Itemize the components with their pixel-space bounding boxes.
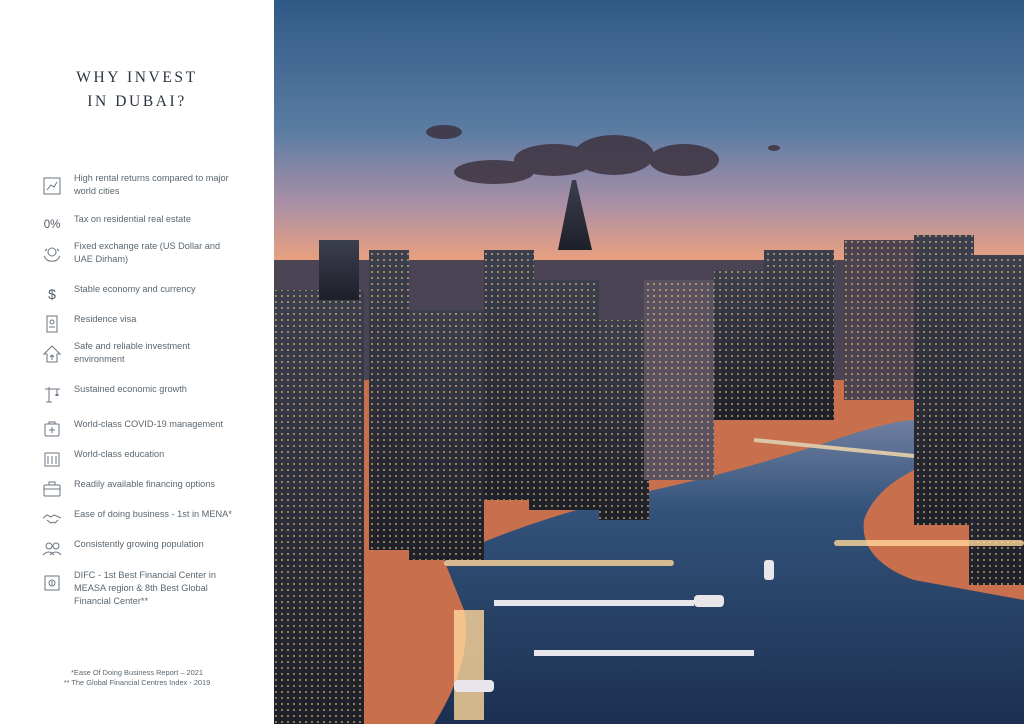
feature-rental-returns xyxy=(38,172,238,200)
feature-label: World-class COVID-19 management xyxy=(74,419,223,429)
visa-document-icon xyxy=(38,310,66,338)
crane-icon xyxy=(38,380,66,408)
currency-exchange-icon xyxy=(38,240,66,268)
skyline-illustration xyxy=(274,0,1024,724)
dollar-icon xyxy=(38,280,66,308)
feature-label: Readily available financing options xyxy=(74,479,215,489)
education-building-icon xyxy=(38,445,66,473)
handshake-icon xyxy=(38,505,66,533)
feature-label: Safe and reliable investment environment xyxy=(74,341,190,364)
feature-education xyxy=(38,445,238,473)
feature-tax xyxy=(38,211,238,239)
feature-label: Sustained economic growth xyxy=(74,384,187,394)
feature-economic-growth xyxy=(38,380,238,408)
info-panel xyxy=(0,0,274,724)
footnote-2: ** The Global Financial Centres Index - 2019 xyxy=(63,678,211,687)
feature-label: DIFC - 1st Best Financial Center in MEASA region & 8th Best Global Financial Center** xyxy=(74,570,216,606)
zero-percent-icon xyxy=(38,211,66,239)
title-line-2: IN DUBAI? xyxy=(87,93,187,110)
feature-label: Consistently growing population xyxy=(74,539,204,549)
footnotes xyxy=(0,668,274,688)
chart-trend-icon xyxy=(38,172,66,200)
feature-label: Fixed exchange rate (US Dollar and UAE Dirham) xyxy=(74,241,221,264)
page-title xyxy=(0,66,274,114)
population-icon xyxy=(38,535,66,563)
feature-exchange-rate xyxy=(38,240,238,268)
dubai-marina-photo xyxy=(274,0,1024,724)
feature-financing xyxy=(38,475,238,503)
feature-stable-economy xyxy=(38,280,238,308)
home-security-icon xyxy=(38,340,66,368)
feature-label: Ease of doing business - 1st in MENA* xyxy=(74,509,232,519)
feature-label: High rental returns compared to major world cities xyxy=(74,173,229,196)
briefcase-icon xyxy=(38,475,66,503)
feature-doing-business xyxy=(38,505,238,533)
financial-center-icon xyxy=(38,569,66,597)
feature-difc xyxy=(38,569,238,606)
medical-kit-icon xyxy=(38,415,66,443)
feature-label: Stable economy and currency xyxy=(74,284,196,294)
feature-covid-management xyxy=(38,415,238,443)
feature-label: Tax on residential real estate xyxy=(74,214,191,224)
feature-label: Residence visa xyxy=(74,314,137,324)
feature-residence-visa xyxy=(38,310,238,338)
feature-safe-environment xyxy=(38,340,238,368)
title-line-1: WHY INVEST xyxy=(76,69,198,86)
dollar-symbol: $ xyxy=(48,286,56,302)
zero-percent-text: 0% xyxy=(43,219,61,231)
feature-label: World-class education xyxy=(74,449,165,459)
footnote-1: *Ease Of Doing Business Report – 2021 xyxy=(71,668,203,677)
feature-population xyxy=(38,535,238,563)
